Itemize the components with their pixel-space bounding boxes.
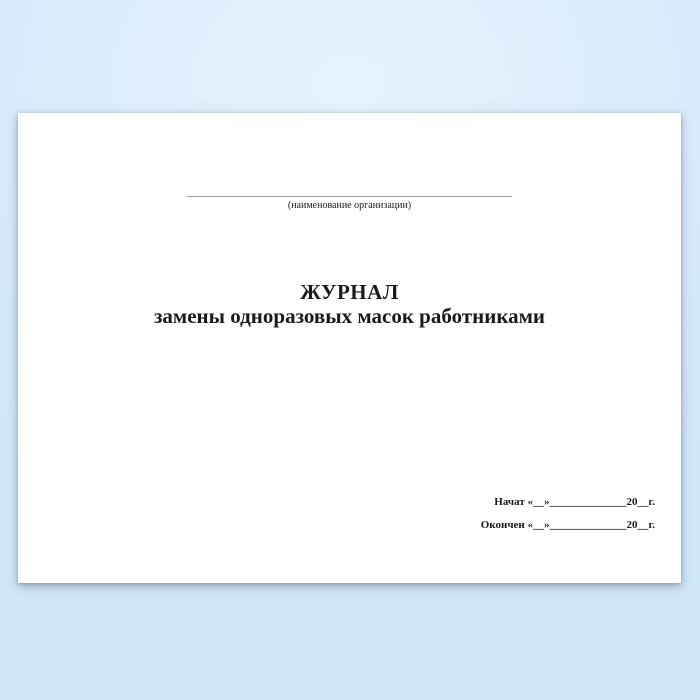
date-started-line: Начат «__»______________20__г. xyxy=(494,496,655,508)
journal-dates-block xyxy=(481,495,655,532)
paper-sheet xyxy=(18,113,681,583)
date-finished-line: Окончен «__»______________20__г. xyxy=(480,519,655,531)
organization-name-blank-line: _________________________________________________________________ xyxy=(187,188,512,198)
journal-title-block xyxy=(18,280,681,328)
organization-name-caption: (наименование организации) xyxy=(287,200,412,211)
journal-title: ЖУРНАЛ xyxy=(300,280,399,304)
organization-name-block xyxy=(18,188,681,212)
journal-subtitle: замены одноразовых масок работниками xyxy=(153,304,546,328)
